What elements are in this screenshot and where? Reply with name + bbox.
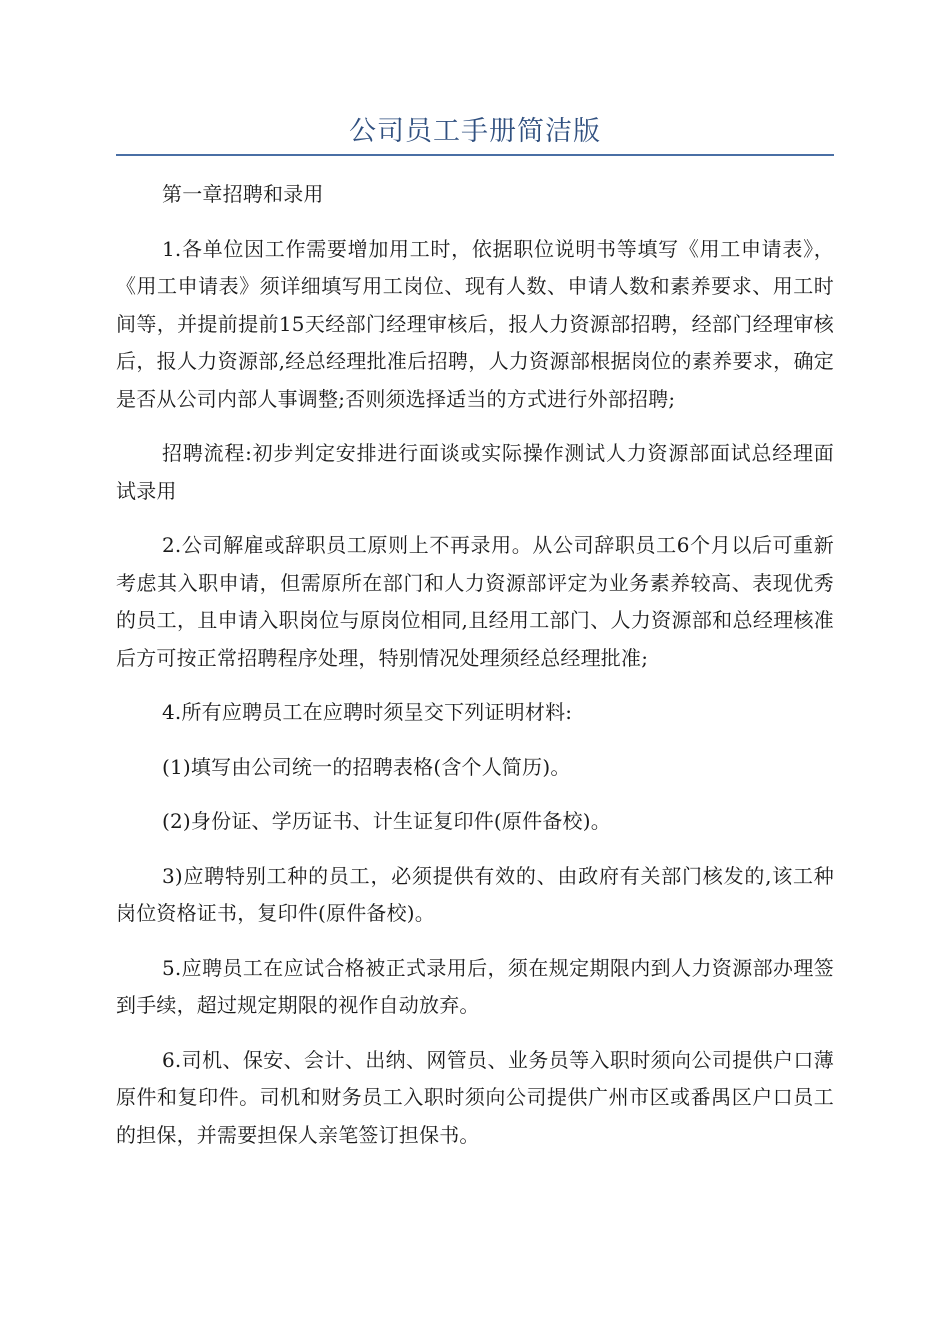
document-title: 公司员工手册简洁版 [349,116,601,147]
paragraph-item-5: 5.应聘员工在应试合格被正式录用后，须在规定期限内到人力资源部办理签到手续，超过规定期限的视作自动放弃。 [116,955,834,1017]
paragraph-subitem-1: (1)填写由公司统一的招聘表格(含个人简历)。 [162,754,571,779]
paragraph-recruitment-process: 招聘流程:初步判定安排进行面谈或实际操作测试人力资源部面试总经理面试录用 [116,441,834,503]
paragraph-item-6: 6.司机、保安、会计、出纳、网管员、业务员等入职时须向公司提供户口薄原件和复印件。司机和财务员工入职时须向公司提供广州市区或番禺区户口员工的担保，并需要担保人亲笔签订担保书。 [116,1047,834,1147]
paragraph-item-1: 1.各单位因工作需要增加用工时，依据职位说明书等填写《用工申请表》，《用工申请表》须详细填写用工岗位、现有人数、申请人数和素养要求、用工时间等，并提前提前15天经部门经理审核后，报人力资源部招聘，经部门经理审核后，报人力资源部,经总经理批准后招聘，人力资源部根据岗位的素养要求，确定是否从公司内部人事调整;否则须选择适当的方式进行外部招聘; [116,236,834,411]
paragraph-subitem-2: (2)身份证、学历证书、计生证复印件(原件备校)。 [162,809,611,833]
paragraph-subitem-3: 3)应聘特别工种的员工，必须提供有效的、由政府有关部门核发的,该工种岗位资格证书，复印件(原件备校)。 [116,863,834,925]
paragraph-item-4: 4.所有应聘员工在应聘时须呈交下列证明材料: [162,700,573,724]
title-underline [116,154,834,156]
chapter-heading: 第一章招聘和录用 [162,182,324,206]
document-body [116,176,834,1171]
paragraph-item-2: 2.公司解雇或辞职员工原则上不再录用。从公司辞职员工6个月以后可重新考虑其入职申请，但需原所在部门和人力资源部评定为业务素养较高、表现优秀的员工，且申请入职岗位与原岗位相同,且经用工部门、人力资源部和总经理核准后方可按正常招聘程序处理，特别情况处理须经总经理批准; [116,533,834,670]
